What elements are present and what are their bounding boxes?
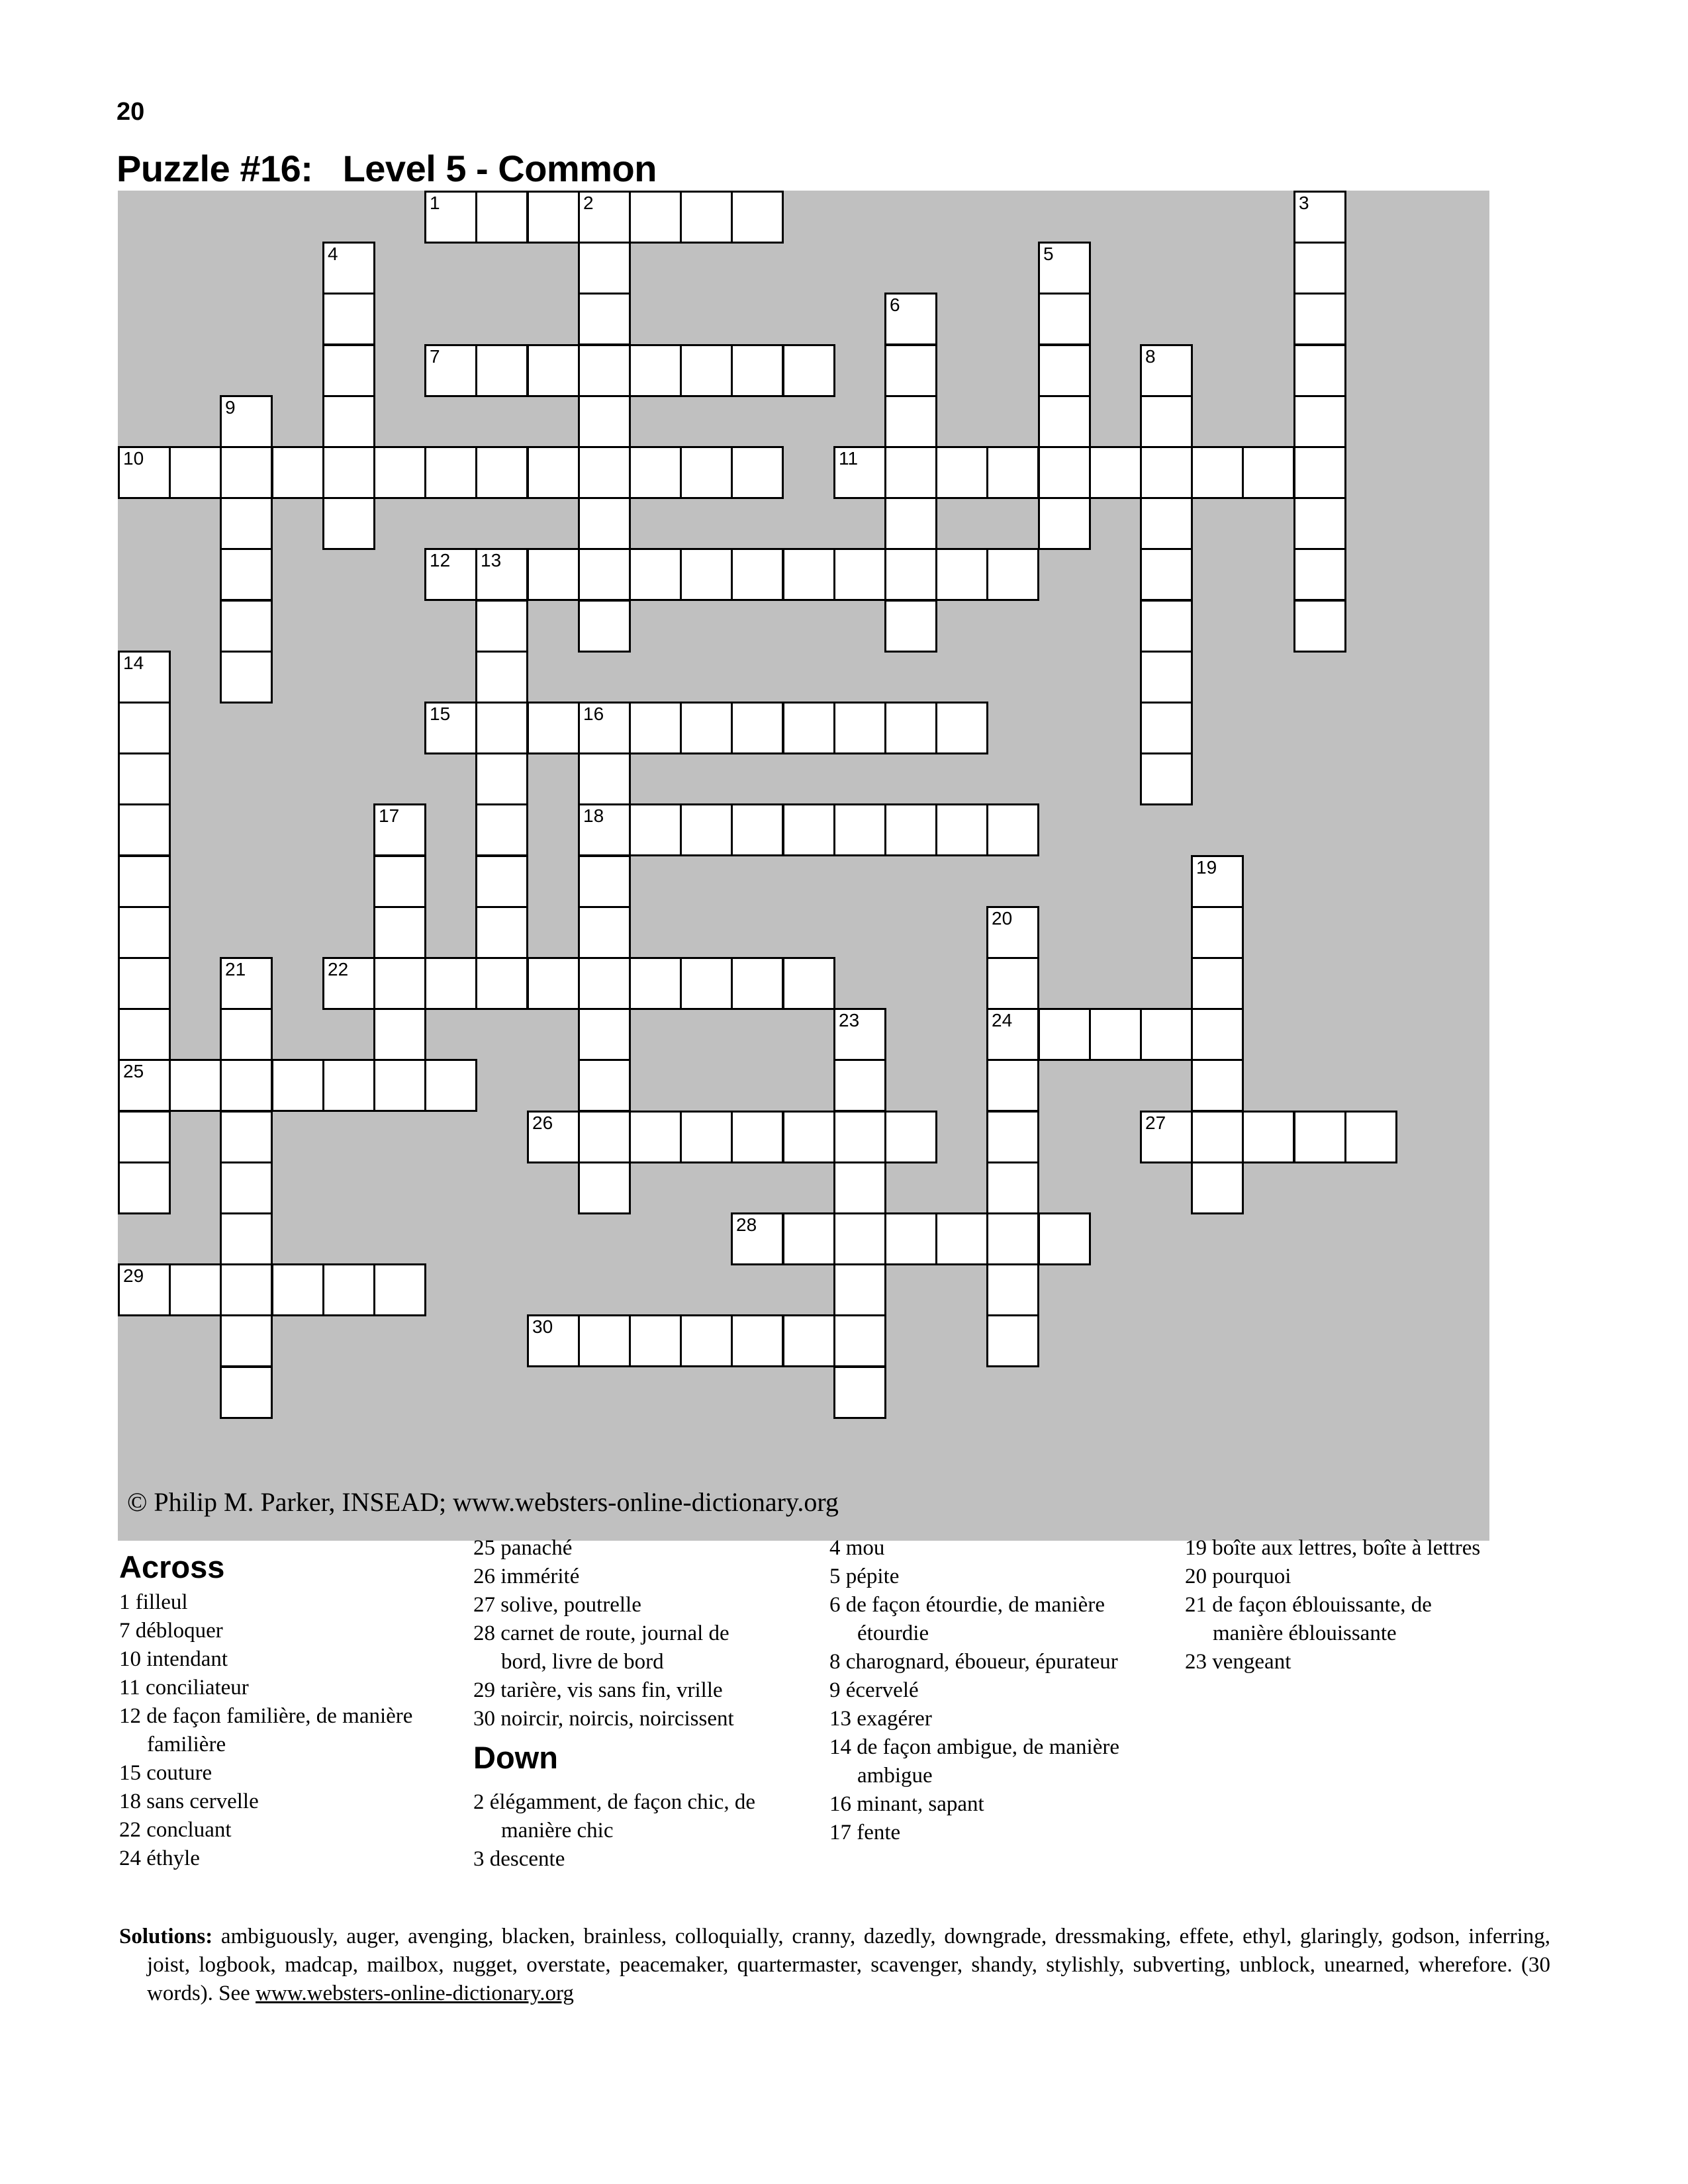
grid-cell[interactable]	[884, 395, 937, 448]
grid-cell[interactable]	[833, 446, 886, 499]
grid-cell[interactable]	[833, 1111, 886, 1163]
grid-cell[interactable]	[731, 548, 784, 601]
crossword-grid	[118, 191, 1489, 1541]
grid-cell[interactable]	[118, 1008, 171, 1061]
grid-cell[interactable]	[986, 1161, 1039, 1214]
grid-cell[interactable]	[527, 446, 580, 499]
grid-cell[interactable]	[424, 548, 477, 601]
grid-cell[interactable]	[475, 191, 528, 244]
grid-cell[interactable]	[731, 702, 784, 754]
clue-number: 22	[328, 959, 349, 979]
grid-cell[interactable]	[629, 344, 682, 397]
across-clue: 30 noircir, noircis, noircissent	[473, 1707, 734, 1731]
grid-cell[interactable]	[782, 1212, 835, 1265]
clue-number: 10	[123, 448, 144, 469]
grid-cell[interactable]	[578, 242, 631, 295]
grid-cell[interactable]	[1140, 344, 1193, 397]
grid-cell[interactable]	[475, 803, 528, 856]
grid-cell[interactable]	[578, 702, 631, 754]
grid-cell[interactable]	[475, 957, 528, 1010]
down-clue: 13 exagérer	[829, 1707, 932, 1731]
down-heading: Down	[473, 1740, 558, 1775]
grid-cell[interactable]	[731, 1212, 784, 1265]
grid-cell[interactable]	[1293, 242, 1346, 295]
grid-cell[interactable]	[424, 344, 477, 397]
grid-cell[interactable]	[680, 446, 733, 499]
grid-cell[interactable]	[884, 600, 937, 653]
across-heading: Across	[119, 1549, 225, 1584]
grid-cell[interactable]	[527, 548, 580, 601]
across-clue: 11 conciliateur	[119, 1676, 249, 1700]
grid-cell[interactable]	[475, 344, 528, 397]
clue-number: 11	[839, 448, 859, 469]
grid-cell[interactable]	[629, 957, 682, 1010]
grid-cell[interactable]	[373, 1008, 426, 1061]
clue-number: 28	[736, 1214, 757, 1235]
grid-cell[interactable]	[986, 1263, 1039, 1316]
grid-cell[interactable]	[475, 446, 528, 499]
grid-cell[interactable]	[1293, 293, 1346, 345]
grid-cell[interactable]	[1038, 242, 1091, 295]
grid-cell[interactable]	[833, 1059, 886, 1112]
grid-cell[interactable]	[1038, 1212, 1091, 1265]
grid-cell[interactable]	[1293, 600, 1346, 653]
down-clue: 16 minant, sapant	[829, 1792, 984, 1816]
grid-cell[interactable]	[1140, 395, 1193, 448]
grid-cell[interactable]	[833, 1314, 886, 1367]
grid-cell[interactable]	[578, 191, 631, 244]
grid-cell[interactable]	[424, 957, 477, 1010]
grid-cell[interactable]	[322, 293, 375, 345]
page-number: 20	[117, 98, 145, 126]
down-clue: 4 mou	[829, 1536, 885, 1560]
grid-cell[interactable]	[884, 446, 937, 499]
grid-cell[interactable]	[578, 600, 631, 653]
grid-cell[interactable]	[935, 803, 988, 856]
grid-cell[interactable]	[475, 906, 528, 959]
grid-cell[interactable]	[578, 1314, 631, 1367]
grid-cell[interactable]	[986, 1314, 1039, 1367]
grid-cell[interactable]	[1038, 446, 1091, 499]
grid-cell[interactable]	[1140, 497, 1193, 550]
grid-cell[interactable]	[986, 1212, 1039, 1265]
clue-number: 15	[430, 704, 451, 724]
grid-cell[interactable]	[935, 1212, 988, 1265]
grid-cell[interactable]	[373, 446, 426, 499]
grid-cell[interactable]	[475, 651, 528, 704]
clue-number: 29	[123, 1265, 144, 1286]
across-clues-column-2	[473, 1534, 778, 1733]
clue-number: 26	[532, 1113, 553, 1133]
grid-cell[interactable]	[220, 1008, 273, 1061]
grid-cell[interactable]	[1038, 293, 1091, 345]
grid-cell[interactable]	[629, 191, 682, 244]
grid-cell[interactable]	[680, 344, 733, 397]
grid-cell[interactable]	[833, 1366, 886, 1419]
grid-cell[interactable]	[118, 906, 171, 959]
grid-cell[interactable]	[1038, 1008, 1091, 1061]
clue-number: 25	[123, 1061, 144, 1081]
across-clue: 24 éthyle	[119, 1846, 200, 1870]
grid-cell[interactable]	[220, 548, 273, 601]
down-clue: 17 fente	[829, 1821, 901, 1844]
clue-number: 30	[532, 1316, 553, 1337]
grid-cell[interactable]	[1293, 1111, 1346, 1163]
grid-cell[interactable]	[169, 1059, 222, 1112]
grid-cell[interactable]	[1038, 344, 1091, 397]
grid-cell[interactable]	[118, 855, 171, 908]
grid-cell[interactable]	[884, 497, 937, 550]
grid-cell[interactable]	[1293, 395, 1346, 448]
grid-cell[interactable]	[424, 191, 477, 244]
grid-cell[interactable]	[271, 1263, 324, 1316]
grid-cell[interactable]	[578, 1059, 631, 1112]
copyright-notice: © Philip M. Parker, INSEAD; www.websters-online-dictionary.org	[127, 1487, 839, 1517]
grid-cell[interactable]	[578, 446, 631, 499]
grid-cell[interactable]	[884, 803, 937, 856]
grid-cell[interactable]	[731, 446, 784, 499]
clue-number: 12	[430, 550, 451, 570]
clue-number: 5	[1043, 244, 1054, 264]
grid-cell[interactable]	[1191, 1111, 1244, 1163]
solutions-list	[119, 1923, 1550, 2008]
grid-cell[interactable]	[884, 1212, 937, 1265]
grid-cell[interactable]	[527, 191, 580, 244]
grid-cell[interactable]	[475, 702, 528, 754]
grid-cell[interactable]	[1140, 651, 1193, 704]
clue-number: 20	[992, 908, 1013, 929]
grid-cell[interactable]	[986, 548, 1039, 601]
grid-cell[interactable]	[220, 395, 273, 448]
grid-cell[interactable]	[884, 702, 937, 754]
grid-cell[interactable]	[578, 906, 631, 959]
grid-cell[interactable]	[220, 446, 273, 499]
grid-cell[interactable]	[935, 702, 988, 754]
grid-cell[interactable]	[220, 1366, 273, 1419]
down-clue: 5 pépite	[829, 1565, 900, 1588]
grid-cell[interactable]	[680, 548, 733, 601]
grid-cell[interactable]	[220, 1161, 273, 1214]
grid-cell[interactable]	[833, 1008, 886, 1061]
grid-cell[interactable]	[1089, 446, 1142, 499]
grid-cell[interactable]	[884, 548, 937, 601]
grid-cell[interactable]	[220, 600, 273, 653]
clue-number: 21	[225, 959, 246, 979]
down-clue: 9 écervelé	[829, 1678, 919, 1702]
grid-cell[interactable]	[322, 446, 375, 499]
clue-number: 2	[583, 193, 594, 213]
grid-cell[interactable]	[578, 1111, 631, 1163]
grid-cell[interactable]	[578, 957, 631, 1010]
across-clues-column-1	[119, 1588, 424, 1873]
grid-cell[interactable]	[782, 957, 835, 1010]
across-clue: 26 immérité	[473, 1565, 580, 1588]
grid-cell[interactable]	[833, 1212, 886, 1265]
grid-cell[interactable]	[986, 803, 1039, 856]
across-clue: 27 solive, poutrelle	[473, 1593, 641, 1617]
across-clue: 18 sans cervelle	[119, 1790, 259, 1813]
across-clue: 1 filleul	[119, 1590, 188, 1614]
grid-cell[interactable]	[1191, 1161, 1244, 1214]
grid-cell[interactable]	[629, 702, 682, 754]
grid-cell[interactable]	[782, 1314, 835, 1367]
grid-cell[interactable]	[1140, 752, 1193, 805]
grid-cell[interactable]	[731, 803, 784, 856]
solutions-label: Solutions:	[119, 1925, 213, 1948]
grid-cell[interactable]	[884, 293, 937, 345]
grid-cell[interactable]	[118, 1161, 171, 1214]
grid-cell[interactable]	[220, 1314, 273, 1367]
grid-cell[interactable]	[680, 1111, 733, 1163]
grid-cell[interactable]	[373, 957, 426, 1010]
clue-number: 16	[583, 704, 604, 724]
grid-cell[interactable]	[322, 1263, 375, 1316]
clue-number: 17	[379, 805, 400, 826]
grid-cell[interactable]	[731, 957, 784, 1010]
grid-cell[interactable]	[833, 548, 886, 601]
grid-cell[interactable]	[731, 344, 784, 397]
grid-cell[interactable]	[220, 1111, 273, 1163]
grid-cell[interactable]	[322, 1059, 375, 1112]
across-clue: 7 débloquer	[119, 1619, 223, 1643]
grid-cell[interactable]	[220, 1212, 273, 1265]
grid-cell[interactable]	[629, 446, 682, 499]
grid-cell[interactable]	[884, 344, 937, 397]
grid-cell[interactable]	[680, 957, 733, 1010]
grid-cell[interactable]	[118, 651, 171, 704]
grid-cell[interactable]	[1191, 1008, 1244, 1061]
clue-number: 6	[890, 295, 900, 315]
down-clue: 23 vengeant	[1185, 1650, 1291, 1674]
grid-cell[interactable]	[118, 446, 171, 499]
down-clues-column-2	[829, 1534, 1160, 1847]
grid-cell[interactable]	[935, 446, 988, 499]
puzzle-title: Puzzle #16: Level 5 - Common	[117, 148, 657, 189]
grid-cell[interactable]	[220, 1263, 273, 1316]
grid-cell[interactable]	[118, 957, 171, 1010]
down-clue: 2 élégamment, de façon chic, de manière chic	[473, 1790, 756, 1843]
grid-cell[interactable]	[578, 395, 631, 448]
grid-cell[interactable]	[986, 1059, 1039, 1112]
grid-cell[interactable]	[782, 803, 835, 856]
clue-number: 8	[1145, 346, 1156, 367]
grid-cell[interactable]	[1140, 1111, 1193, 1163]
grid-cell[interactable]	[731, 1314, 784, 1367]
clue-number: 14	[123, 653, 144, 673]
clue-number: 4	[328, 244, 338, 264]
grid-cell[interactable]	[986, 1008, 1039, 1061]
grid-cell[interactable]	[475, 548, 528, 601]
grid-cell[interactable]	[322, 957, 375, 1010]
grid-cell[interactable]	[373, 906, 426, 959]
grid-cell[interactable]	[1344, 1111, 1397, 1163]
down-clues-column-3	[1185, 1534, 1496, 1676]
down-clue: 8 charognard, éboueur, épurateur	[829, 1650, 1118, 1674]
grid-cell[interactable]	[475, 600, 528, 653]
grid-cell[interactable]	[578, 293, 631, 345]
grid-cell[interactable]	[1191, 1059, 1244, 1112]
grid-cell[interactable]	[118, 1059, 171, 1112]
across-clue: 12 de façon familière, de manière familière	[119, 1704, 413, 1756]
grid-cell[interactable]	[527, 702, 580, 754]
clue-number: 24	[992, 1010, 1013, 1030]
grid-cell[interactable]	[475, 752, 528, 805]
grid-cell[interactable]	[629, 803, 682, 856]
grid-cell[interactable]	[373, 1263, 426, 1316]
grid-cell[interactable]	[833, 803, 886, 856]
grid-cell[interactable]	[373, 855, 426, 908]
grid-cell[interactable]	[680, 702, 733, 754]
grid-cell[interactable]	[1140, 600, 1193, 653]
grid-cell[interactable]	[220, 497, 273, 550]
grid-cell[interactable]	[1140, 702, 1193, 754]
down-clue: 6 de façon étourdie, de manière étourdie	[829, 1593, 1105, 1645]
grid-cell[interactable]	[527, 957, 580, 1010]
grid-cell[interactable]	[782, 548, 835, 601]
down-clue: 14 de façon ambigue, de manière ambigue	[829, 1735, 1119, 1788]
grid-cell[interactable]	[680, 803, 733, 856]
grid-cell[interactable]	[629, 1314, 682, 1367]
grid-cell[interactable]	[578, 1161, 631, 1214]
grid-cell[interactable]	[1140, 446, 1193, 499]
grid-cell[interactable]	[578, 752, 631, 805]
grid-cell[interactable]	[527, 344, 580, 397]
grid-cell[interactable]	[1293, 497, 1346, 550]
clue-number: 3	[1299, 193, 1309, 213]
clue-number: 18	[583, 805, 604, 826]
grid-cell[interactable]	[1191, 446, 1244, 499]
grid-cell[interactable]	[322, 395, 375, 448]
grid-cell[interactable]	[169, 1263, 222, 1316]
grid-cell[interactable]	[118, 1263, 171, 1316]
grid-cell[interactable]	[118, 803, 171, 856]
grid-cell[interactable]	[373, 803, 426, 856]
down-clue: 19 boîte aux lettres, boîte à lettres	[1185, 1536, 1481, 1560]
grid-cell[interactable]	[578, 344, 631, 397]
grid-cell[interactable]	[629, 548, 682, 601]
grid-cell[interactable]	[527, 1314, 580, 1367]
grid-cell[interactable]	[731, 1111, 784, 1163]
grid-cell[interactable]	[220, 1059, 273, 1112]
grid-cell[interactable]	[424, 446, 477, 499]
grid-cell[interactable]	[935, 548, 988, 601]
grid-cell[interactable]	[1191, 957, 1244, 1010]
grid-cell[interactable]	[118, 752, 171, 805]
grid-cell[interactable]	[986, 906, 1039, 959]
grid-cell[interactable]	[220, 957, 273, 1010]
grid-cell[interactable]	[322, 242, 375, 295]
across-clue: 22 concluant	[119, 1818, 232, 1842]
grid-cell[interactable]	[578, 855, 631, 908]
grid-cell[interactable]	[833, 1263, 886, 1316]
grid-cell[interactable]	[220, 651, 273, 704]
grid-cell[interactable]	[1038, 395, 1091, 448]
grid-cell[interactable]	[1089, 1008, 1142, 1061]
grid-cell[interactable]	[1038, 497, 1091, 550]
across-clue: 29 tarière, vis sans fin, vrille	[473, 1678, 723, 1702]
clue-number: 19	[1196, 857, 1217, 878]
grid-cell[interactable]	[1293, 446, 1346, 499]
clue-number: 1	[430, 193, 440, 213]
grid-cell[interactable]	[884, 1111, 937, 1163]
grid-cell[interactable]	[1140, 548, 1193, 601]
grid-cell[interactable]	[527, 1111, 580, 1163]
grid-cell[interactable]	[118, 1111, 171, 1163]
grid-cell[interactable]	[322, 497, 375, 550]
grid-cell[interactable]	[322, 344, 375, 397]
grid-cell[interactable]	[680, 1314, 733, 1367]
clue-number: 13	[481, 550, 502, 570]
solutions-website-link[interactable]: www.websters-online-dictionary.org	[256, 1981, 574, 2005]
grid-cell[interactable]	[578, 497, 631, 550]
grid-cell[interactable]	[1191, 855, 1244, 908]
grid-cell[interactable]	[424, 702, 477, 754]
grid-cell[interactable]	[782, 1111, 835, 1163]
grid-cell[interactable]	[475, 855, 528, 908]
grid-cell[interactable]	[578, 803, 631, 856]
grid-cell[interactable]	[1242, 1111, 1295, 1163]
grid-cell[interactable]	[169, 446, 222, 499]
grid-cell[interactable]	[118, 702, 171, 754]
grid-cell[interactable]	[986, 446, 1039, 499]
grid-cell[interactable]	[271, 1059, 324, 1112]
clue-number: 7	[430, 346, 440, 367]
clue-number: 23	[839, 1010, 860, 1030]
grid-cell[interactable]	[424, 1059, 477, 1112]
clue-number: 9	[225, 397, 236, 418]
clue-number: 27	[1145, 1113, 1166, 1133]
across-clue: 10 intendant	[119, 1647, 228, 1671]
grid-cell[interactable]	[1293, 344, 1346, 397]
grid-cell[interactable]	[782, 344, 835, 397]
grid-cell[interactable]	[782, 702, 835, 754]
grid-cell[interactable]	[680, 191, 733, 244]
grid-cell[interactable]	[1191, 906, 1244, 959]
grid-cell[interactable]	[986, 1111, 1039, 1163]
across-clue: 25 panaché	[473, 1536, 573, 1560]
across-clue: 15 couture	[119, 1761, 212, 1785]
grid-cell[interactable]	[373, 1059, 426, 1112]
grid-cell[interactable]	[986, 957, 1039, 1010]
grid-cell[interactable]	[629, 1111, 682, 1163]
down-clues-column-1	[473, 1788, 778, 1874]
down-clue: 21 de façon éblouissante, de manière éblouissante	[1185, 1593, 1432, 1645]
grid-cell[interactable]	[1293, 548, 1346, 601]
grid-cell[interactable]	[1293, 191, 1346, 244]
solutions-text: ambiguously, auger, avenging, blacken, brainless, colloquially, cranny, dazedly, downgrade, dressmaking, effete, ethyl, glaringly, godson, inferring, joist, logbook, madcap, mailbox, nugget, overstate, peacemaker, quartermaster, scavenger, shandy, stylishly, subverting, unblock, unearned, wherefore. (30 words). See	[147, 1925, 1550, 2005]
across-clue: 28 carnet de route, journal de bord, livre de bord	[473, 1621, 729, 1674]
down-clue: 3 descente	[473, 1847, 565, 1871]
grid-cell[interactable]	[1242, 446, 1295, 499]
grid-cell[interactable]	[731, 191, 784, 244]
down-clue: 20 pourquoi	[1185, 1565, 1291, 1588]
grid-cell[interactable]	[578, 548, 631, 601]
grid-cell[interactable]	[1140, 1008, 1193, 1061]
grid-cell[interactable]	[833, 702, 886, 754]
grid-cell[interactable]	[271, 446, 324, 499]
grid-cell[interactable]	[833, 1161, 886, 1214]
grid-cell[interactable]	[578, 1008, 631, 1061]
